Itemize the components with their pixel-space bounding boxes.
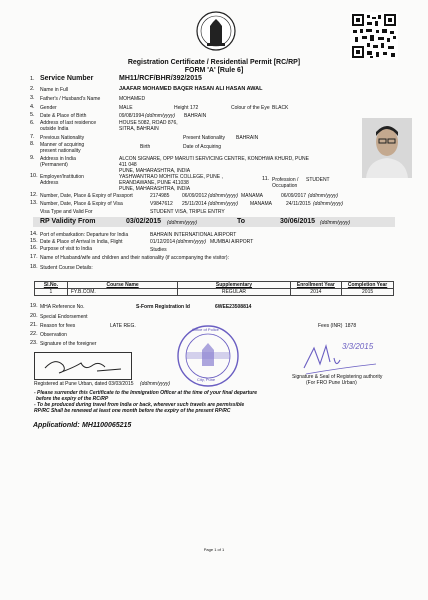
visa-type-value: STUDENT VISA, TRIPLE ENTRY [150, 209, 225, 215]
arrival-date: 01/12/2014 [150, 239, 176, 245]
item-number: 7. [30, 134, 35, 140]
india-address-label: Address in India [40, 156, 76, 162]
passport-issue-place: MANAMA [241, 193, 263, 199]
foreigner-signature [35, 353, 131, 379]
course-table [34, 281, 394, 296]
item-number: 22. [30, 331, 38, 337]
registered-text: Registered at Pune Urban, dated 03/03/2015 [34, 381, 134, 387]
employer-line1: YASHWANTRAO MOHITE COLLEGE, PUNE , [119, 174, 223, 180]
visa-type-label: Visa Type and Valid For [40, 209, 93, 215]
application-id-value: MH1100065215 [82, 422, 132, 429]
validity-from: 03/02/2015 [126, 218, 162, 225]
manner-label-2: present nationality [40, 148, 81, 154]
height-value: 172 [190, 105, 199, 111]
item-number: 19. [30, 303, 38, 309]
foreigner-signature-box [34, 352, 132, 380]
qr-code [350, 12, 398, 60]
present-nationality-value: BAHRAIN [236, 135, 259, 141]
arrival-place: MUMBAI AIRPORT [210, 239, 254, 245]
table-cell: FY.B.COM. [67, 289, 178, 296]
fees-reason-value: LATE REG. [110, 323, 136, 329]
india-address-line3: PUNE, MAHARASHTRA, INDIA [119, 168, 191, 174]
table-cell: 2014 [290, 289, 342, 296]
profession-label-2: Occupation [272, 183, 298, 189]
father-label: Father's / Husband's Name [40, 96, 101, 102]
visa-issue-date: 25/11/2014 [182, 201, 207, 207]
dob-label: Date & Place of Birth [40, 113, 87, 119]
table-cell: 1 [35, 289, 68, 296]
stamp-text-bottom: City, Pune [197, 377, 216, 382]
india-address-line1: ALCON SIGNARE, OPP MARUTI SERVICING CENTRE, KONDHWA KHURD, PUNE [119, 156, 309, 162]
previous-nationality-label: Previous Nationality [40, 135, 85, 141]
item-number: 15. [30, 238, 38, 244]
height-label: Height [174, 105, 189, 111]
profession-label: Profession / [272, 177, 299, 183]
item-number: 8. [30, 141, 35, 147]
note-renew: RP/RC Shall be renewed at least one month before the expiry of the present RP/RC [34, 408, 231, 414]
item-number: 17. [30, 254, 38, 260]
note-travel: - To be produced during travel from India or back, wherever such travels are permissible [34, 402, 245, 408]
page-number: Page 1 of 1 [203, 547, 225, 552]
item-number: 14. [30, 231, 38, 237]
name-value: JAAFAR MOHAMED BAQER HASAN ALI HASAN AWAL [119, 86, 263, 92]
india-address-label-2: (Permanent) [40, 162, 68, 168]
table-cell: REGULAR [178, 289, 290, 296]
passport-expiry-date: 06/09/2017 [281, 193, 307, 199]
last-address-label-2: outside India [40, 126, 69, 132]
course-details-label: Student Course Details: [40, 265, 93, 271]
visa-expiry-date: 24/11/2015 [286, 201, 311, 207]
sform-label: S-Form Registration Id [136, 304, 190, 310]
date-format-hint: (dd/mm/yyyy) [140, 381, 170, 387]
passport-label: Number, Date, Place & Expiry of Passport [40, 193, 133, 199]
item-number: 2. [30, 86, 35, 92]
gender-label: Gender [40, 105, 57, 111]
visa-issue-place: MANAMA [250, 201, 272, 207]
fees-value: 1878 [345, 323, 357, 329]
date-format-hint: (dd/mm/yyyy) [208, 193, 238, 199]
application-id-label: ApplicationId: [33, 422, 80, 429]
item-number: 10. [30, 173, 38, 179]
column-header: Completion Year [342, 282, 394, 289]
handwritten-date: 3/3/2015 [342, 342, 374, 351]
date-acquiring-label: Date of Acquiring [183, 144, 222, 150]
table-row [35, 289, 394, 296]
employer-label: Employer/Institution [40, 174, 84, 180]
sform-value: 6WEE23508814 [215, 304, 252, 310]
item-number: 4. [30, 104, 35, 110]
authority-label-2: (For FRO Pune Urban) [306, 380, 357, 386]
eye-colour-value: BLACK [272, 105, 289, 111]
stamp-text-top: Office of Police [192, 327, 219, 332]
item-number: 23. [30, 340, 38, 346]
birth-place-value: BAHRAIN [184, 113, 207, 119]
column-header: Sl.No. [35, 282, 68, 289]
item-number: 21. [30, 322, 38, 328]
date-format-hint: (dd/mm/yyyy) [176, 239, 206, 245]
government-emblem [196, 10, 236, 52]
dob-value: 09/08/1994 [119, 113, 145, 119]
column-header: Course Name [67, 282, 178, 289]
eye-colour-label: Colour of the Eye [231, 105, 270, 111]
item-number: 20. [30, 313, 38, 319]
gender-value: MALE [119, 105, 133, 111]
table-cell: 2015 [342, 289, 394, 296]
employer-label-2: Address [40, 180, 59, 186]
note-surrender: - Please surrender this Certificate to the Immigration Officer at the time of your final departure [34, 390, 258, 396]
manner-value: Birth [140, 144, 151, 150]
embarkation-label: Port of embarkation: Departure for India [40, 232, 129, 238]
employer-line2: ERANDAWANE, PUNE 411038 [119, 180, 189, 186]
form-subtitle: FORM 'A' [Rule 6] [184, 67, 244, 74]
name-label: Name in Full [40, 87, 69, 93]
service-number-label: Service Number [40, 75, 94, 82]
item-number: 18. [30, 264, 38, 270]
date-format-hint: (dd/mm/yyyy) [320, 220, 350, 226]
visa-number: V9847612 [150, 201, 173, 207]
father-value: MOHAMED [119, 96, 146, 102]
item-number: 3. [30, 95, 35, 101]
purpose-value: Studies [150, 247, 167, 253]
item-number: 12. [30, 192, 38, 198]
foreigner-signature-label: Signature of the foreigner [40, 341, 97, 347]
validity-label: RP Validity From [40, 218, 96, 225]
family-label: Name of Husband/wife and children and their nationality (if accompanying the visitor): [40, 255, 229, 261]
item-number: 11. [262, 176, 270, 182]
date-format-hint: (dd/mm/yyyy) [208, 201, 238, 207]
special-endorsement-label: Special Endorsement [40, 314, 88, 320]
column-header: Supplementary [178, 282, 290, 289]
arrival-label: Date & Place of Arrival in India, Flight [40, 239, 123, 245]
item-number: 1. [30, 76, 35, 82]
profession-value: STUDENT [306, 177, 330, 183]
validity-to-label: To [237, 218, 246, 225]
manner-label: Manner of acquiring [40, 142, 85, 148]
mha-label: MHA Reference No. [40, 304, 85, 310]
applicant-photo [362, 118, 412, 178]
item-number: 13. [30, 200, 38, 206]
item-number: 9. [30, 155, 35, 161]
visa-label: Number, Date, Place & Expiry of Visa [40, 201, 123, 207]
table-header-row [35, 282, 394, 289]
date-format-hint: (dd/mm/yyyy) [313, 201, 343, 207]
item-number: 16. [30, 245, 38, 251]
note-surrender-2: before the expiry of the RC/RP [36, 396, 109, 402]
employer-line3: PUNE, MAHARASHTRA, INDIA [119, 186, 191, 192]
passport-number: 2174985 [150, 193, 170, 199]
item-number: 5. [30, 112, 35, 118]
last-address-line2: SITRA, BAHRAIN [119, 126, 159, 132]
embarkation-value: BAHRAIN INTERNATIONAL AIRPORT [150, 232, 237, 238]
service-number-value: MH11/RCF/BHR/392/2015 [119, 75, 202, 82]
validity-to: 30/06/2015 [280, 218, 316, 225]
passport-issue-date: 06/09/2012 [182, 193, 208, 199]
date-format-hint: (dd/mm/yyyy) [167, 220, 197, 226]
document-title: Registration Certificate / Residential Permit [RC/RP] [127, 59, 301, 66]
date-format-hint: (dd/mm/yyyy) [145, 113, 175, 119]
fees-label: Fees (INR) [318, 323, 343, 329]
india-address-line2: 411 048 [119, 162, 137, 168]
date-format-hint: (dd/mm/yyyy) [308, 193, 338, 199]
column-header: Enrollment Year [290, 282, 342, 289]
authority-label: Signature & Seal of Registering authority [292, 374, 383, 380]
last-address-label: Address of last residence [40, 120, 97, 126]
observation-label: Observation [40, 332, 67, 338]
purpose-label: Purpose of visit to India [40, 246, 92, 252]
present-nationality-label: Present Nationality [183, 135, 225, 141]
item-number: 6. [30, 120, 35, 126]
fees-reason-label: Reason for fees [40, 323, 76, 329]
last-address-line1: HOUSE 5082, ROAD 876, [119, 120, 178, 126]
